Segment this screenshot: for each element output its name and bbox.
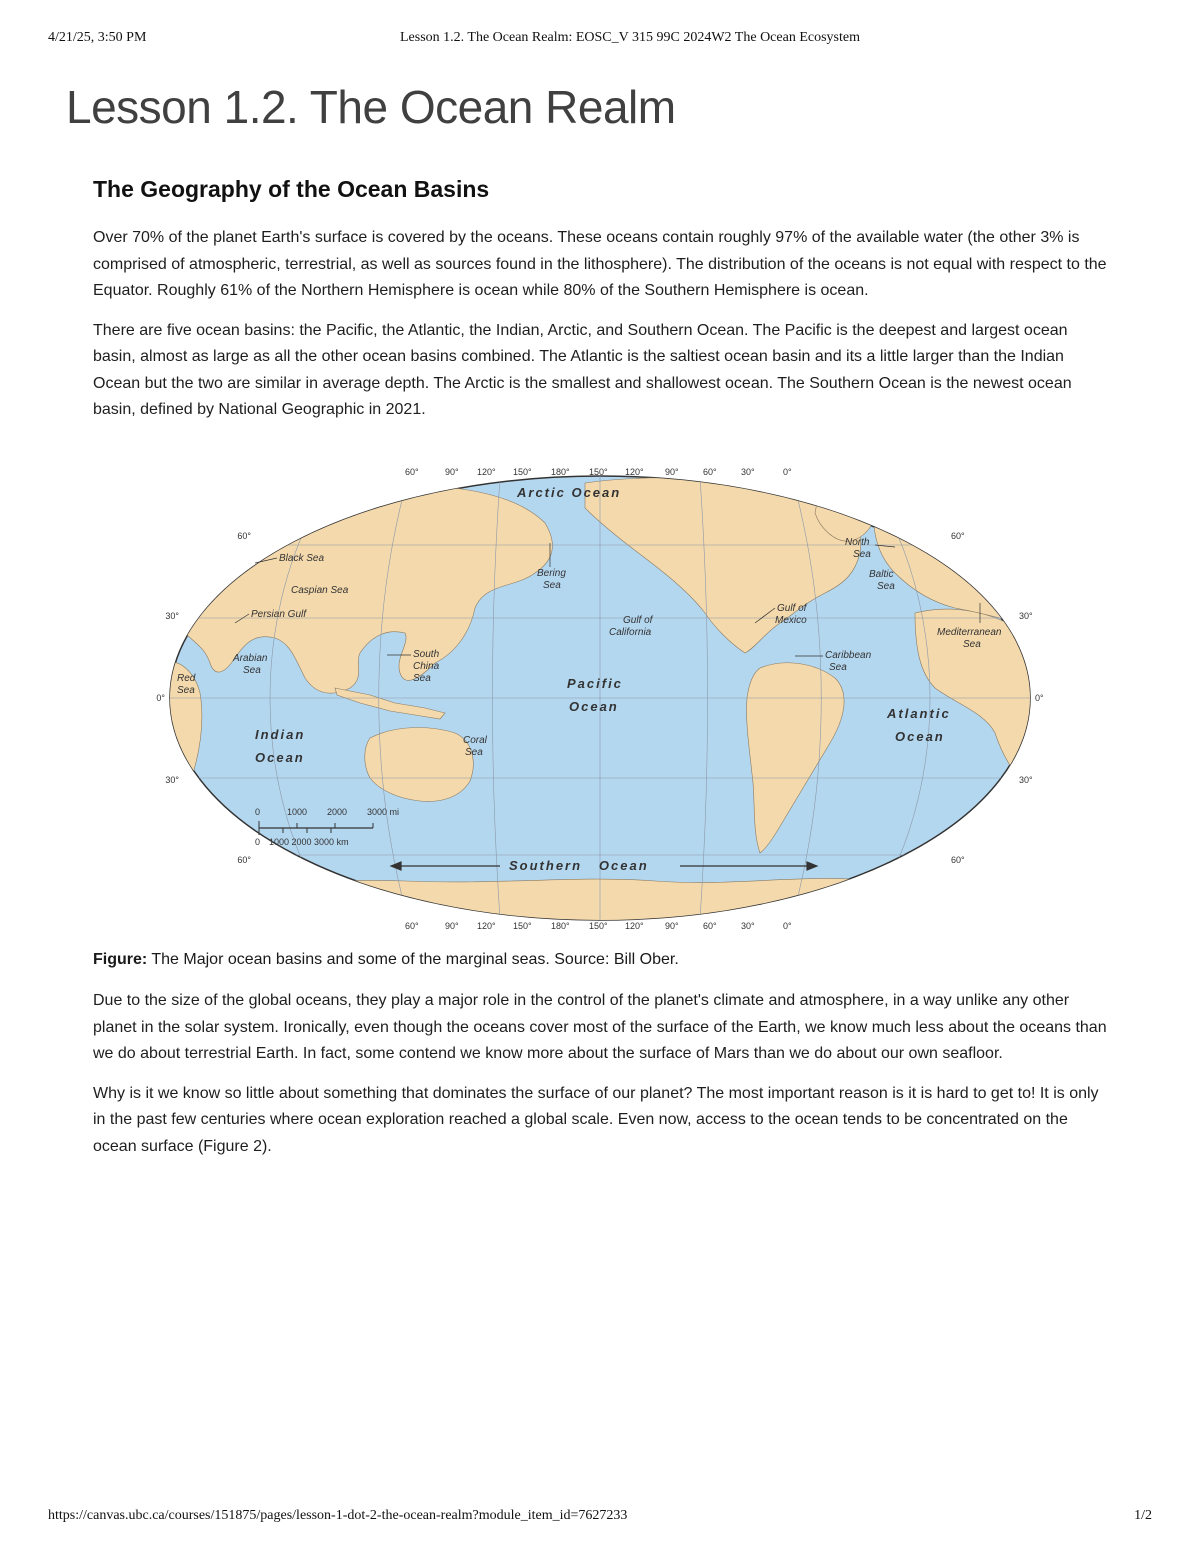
lon-label: 90°	[445, 467, 459, 477]
baltic-sea-label: Sea	[877, 581, 895, 592]
page-url: https://canvas.ubc.ca/courses/151875/pages/lesson-1-dot-2-the-ocean-realm?module_item_id=7627233	[48, 1508, 628, 1523]
lon-label: 0°	[783, 467, 792, 477]
mediterranean-sea-label: Sea	[963, 639, 981, 650]
scale-mi-label: 1000	[287, 807, 308, 817]
scale-mi-label: 2000	[327, 807, 348, 817]
black-sea-label: Black Sea	[279, 553, 325, 564]
caspian-sea-label: Caspian Sea	[291, 585, 349, 596]
arabian-sea-label: Arabian	[233, 653, 268, 664]
gulf-of-california-label: Gulf of	[623, 615, 653, 626]
caribbean-sea-label: Caribbean	[825, 650, 872, 661]
scale-km-label: 1000 2000 3000 km	[269, 837, 349, 847]
print-header	[48, 30, 1152, 50]
atlantic-ocean-label: Atlantic	[887, 706, 951, 721]
ocean-basins-map	[155, 463, 1045, 933]
scale-km-label: 0	[255, 837, 261, 847]
south-china-sea-label: South	[413, 649, 440, 660]
lon-label: 90°	[665, 921, 679, 931]
scale-mi-label: 0	[255, 807, 261, 817]
lon-label: 30°	[741, 467, 755, 477]
red-sea-label: Red	[177, 673, 196, 684]
graticule	[155, 476, 1045, 920]
lat-label: 60°	[951, 531, 965, 541]
figure-caption-text: The Major ocean basins and some of the marginal seas. Source: Bill Ober.	[147, 951, 679, 968]
lat-label: 30°	[165, 611, 179, 621]
longitude-labels-bottom	[405, 921, 792, 931]
lesson-content-continued	[93, 988, 1113, 1173]
lon-label: 60°	[703, 467, 717, 477]
page-title: Lesson 1.2. The Ocean Realm	[66, 81, 676, 133]
lat-label: 0°	[156, 693, 165, 703]
lon-label: 150°	[589, 921, 608, 931]
gulf-of-california-label: California	[609, 627, 652, 638]
lon-label: 180°	[551, 467, 570, 477]
coral-sea-label: Coral	[463, 735, 487, 746]
lat-label: 30°	[165, 775, 179, 785]
lon-label: 120°	[477, 921, 496, 931]
lat-label: 60°	[951, 855, 965, 865]
indian-ocean-label: Indian	[255, 727, 306, 742]
lon-label: 180°	[551, 921, 570, 931]
paragraph: Due to the size of the global oceans, they play a major role in the control of the planet's climate and atmosphere, in a way unlike any other planet in the solar system. Ironically, even though the oceans cover most of the surface of the Earth, we know much less about the oceans than we do about terrestrial Earth. In fact, some contend we know more about the surface of Mars than we do about our own seafloor.	[93, 992, 1107, 1062]
lon-label: 60°	[703, 921, 717, 931]
print-datetime: 4/21/25, 3:50 PM	[48, 30, 147, 45]
lon-label: 30°	[741, 921, 755, 931]
figure-caption	[93, 948, 1113, 972]
arabian-sea-label: Sea	[243, 665, 261, 676]
north-sea-label: Sea	[853, 549, 871, 560]
baltic-sea-label: Baltic	[869, 569, 894, 580]
persian-gulf-label: Persian Gulf	[251, 609, 307, 620]
south-china-sea-label: Sea	[413, 673, 431, 684]
lat-label: 0°	[1035, 693, 1044, 703]
southern-ocean-label: Southern Ocean	[509, 858, 649, 873]
gulf-of-mexico-label: Gulf of	[777, 603, 807, 614]
scale-mi-label: 3000 mi	[367, 807, 400, 817]
lon-label: 60°	[405, 921, 419, 931]
caribbean-sea-label: Sea	[829, 662, 847, 673]
page-number: 1/2	[1134, 1508, 1152, 1523]
section-heading: The Geography of the Ocean Basins	[93, 176, 490, 202]
paragraph: Why is it we know so little about something that dominates the surface of our planet? The most important reason is it is hard to get to! It is only in the past few centuries where ocean exploration reached a global scale. Even now, access to the ocean tends to be concentrated on the ocean surface (Figure 2).	[93, 1084, 1099, 1155]
coral-sea-label: Sea	[465, 747, 483, 758]
mediterranean-sea-label: Mediterranean	[937, 627, 1002, 638]
south-china-sea-label: China	[413, 661, 440, 672]
bering-sea-label: Sea	[543, 580, 561, 591]
paragraph: There are five ocean basins: the Pacific, the Atlantic, the Indian, Arctic, and Southern Ocean. The Pacific is the deepest and largest ocean basin, almost as large as all the other ocean basins combined. The Atlantic is the saltiest ocean basin and its a little larger than the Indian Ocean but the two are similar in average depth. The Arctic is the smallest and shallowest ocean. The Southern Ocean is the newest ocean basin, defined by National Geographic in 2021.	[93, 321, 1072, 418]
lon-label: 150°	[513, 467, 532, 477]
pacific-ocean-label: Pacific	[567, 676, 623, 691]
bering-sea-label: Bering	[537, 568, 566, 579]
pacific-ocean-label: Ocean	[569, 699, 619, 714]
lon-label: 90°	[665, 467, 679, 477]
paragraph: Over 70% of the planet Earth's surface is covered by the oceans. These oceans contain roughly 97% of the available water (the other 3% is comprised of atmospheric, terrestrial, as well as sources found in the lithosphere). The distribution of the oceans is not equal with respect to the Equator. Roughly 61% of the Northern Hemisphere is ocean while 80% of the Southern Hemisphere is ocean.	[93, 229, 1107, 299]
lon-label: 0°	[783, 921, 792, 931]
north-sea-label: North	[845, 537, 870, 548]
print-footer	[48, 1508, 1152, 1528]
atlantic-ocean-label: Ocean	[895, 729, 945, 744]
lesson-content	[93, 176, 1113, 437]
lon-label: 120°	[625, 921, 644, 931]
indian-ocean-label: Ocean	[255, 750, 305, 765]
lon-label: 60°	[405, 467, 419, 477]
lat-label: 60°	[237, 855, 251, 865]
lon-label: 150°	[513, 921, 532, 931]
lon-label: 150°	[589, 467, 608, 477]
lon-label: 120°	[625, 467, 644, 477]
gulf-of-mexico-label: Mexico	[775, 615, 807, 626]
lon-label: 120°	[477, 467, 496, 477]
lat-label: 30°	[1019, 775, 1033, 785]
lat-label: 30°	[1019, 611, 1033, 621]
figure-caption-label: Figure:	[93, 951, 148, 968]
arctic-ocean-label: Arctic Ocean	[517, 485, 622, 500]
lat-label: 60°	[237, 531, 251, 541]
red-sea-label: Sea	[177, 685, 195, 696]
longitude-labels-top	[405, 467, 792, 477]
print-doc-title: Lesson 1.2. The Ocean Realm: EOSC_V 315 99C 2024W2 The Ocean Ecosystem	[400, 30, 860, 45]
lon-label: 90°	[445, 921, 459, 931]
